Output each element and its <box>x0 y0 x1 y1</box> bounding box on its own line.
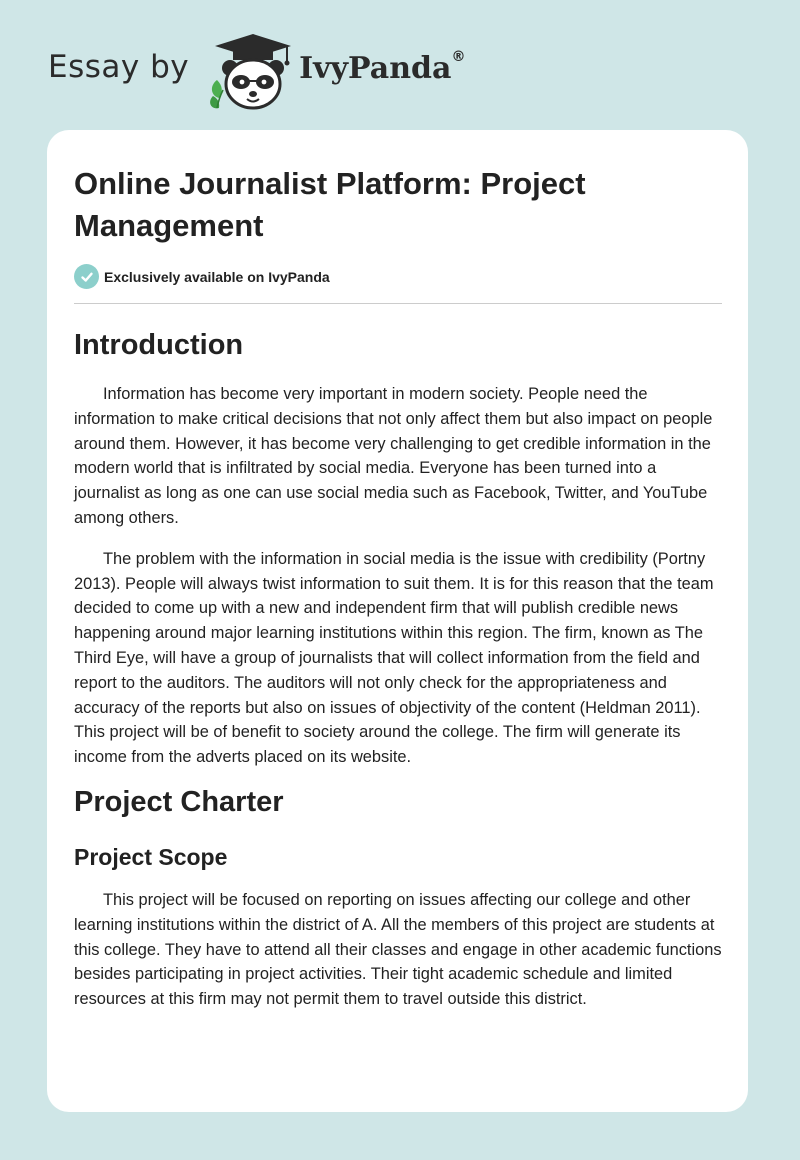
brand-name[interactable] <box>299 48 466 86</box>
essay-by-label: Essay by <box>48 49 190 85</box>
essay-title: Online Journalist Platform: Project Management <box>74 166 586 243</box>
exclusive-badge-text: Exclusively available on IvyPanda <box>104 268 330 285</box>
panda-graduate-logo-icon[interactable] <box>203 28 295 112</box>
section-heading-introduction: Introduction <box>74 329 244 361</box>
intro-paragraph-1: Information has become very important in modern society. People need the information to make critical decisions that not only affect them but also impact on people around them. However, it has become very challenging to get credible information in the modern world that is infiltrated by social media. Everyone has been turned into a journalist as long as one can use social media such as Facebook, Twitter, and YouTube among others. <box>74 385 713 527</box>
title-divider <box>74 303 722 304</box>
registered-mark: ® <box>451 48 466 65</box>
scope-paragraph-1: This project will be focused on reporting on issues affecting our college and other learning institutions within the district of A. All the members of this project are students at this college. They have to attend all their classes and engage in other academic functions besides participating in project activities. Their tight academic schedule and limited resources at this firm may not permit them to travel outside this district. <box>74 890 722 1009</box>
check-mark-icon <box>80 270 94 284</box>
essay-card <box>47 130 748 1112</box>
brand-text: IvyPanda <box>299 50 452 86</box>
site-header <box>48 28 465 112</box>
subsection-heading-project-scope: Project Scope <box>74 843 228 870</box>
intro-paragraph-2: The problem with the information in social media is the issue with credibility (Portny 2013). People will always twist information to suit them. It is for this reason that the team decided to come up with a new and independent firm that will publish credible news happening around major learning institutions within this region. The firm, known as The Third Eye, will have a group of journalists that will collect information from the field and report to the auditors. The auditors will not only check for the appropriateness and accuracy of the reports but also on issues of objectivity of the content (Heldman 2011). This project will be of benefit to society around the college. The firm will generate its income from the adverts placed on its website. <box>74 549 714 767</box>
section-heading-project-charter: Project Charter <box>74 785 284 818</box>
check-circle-icon <box>74 264 99 289</box>
exclusive-badge <box>74 264 722 289</box>
essay-content <box>74 163 722 1012</box>
